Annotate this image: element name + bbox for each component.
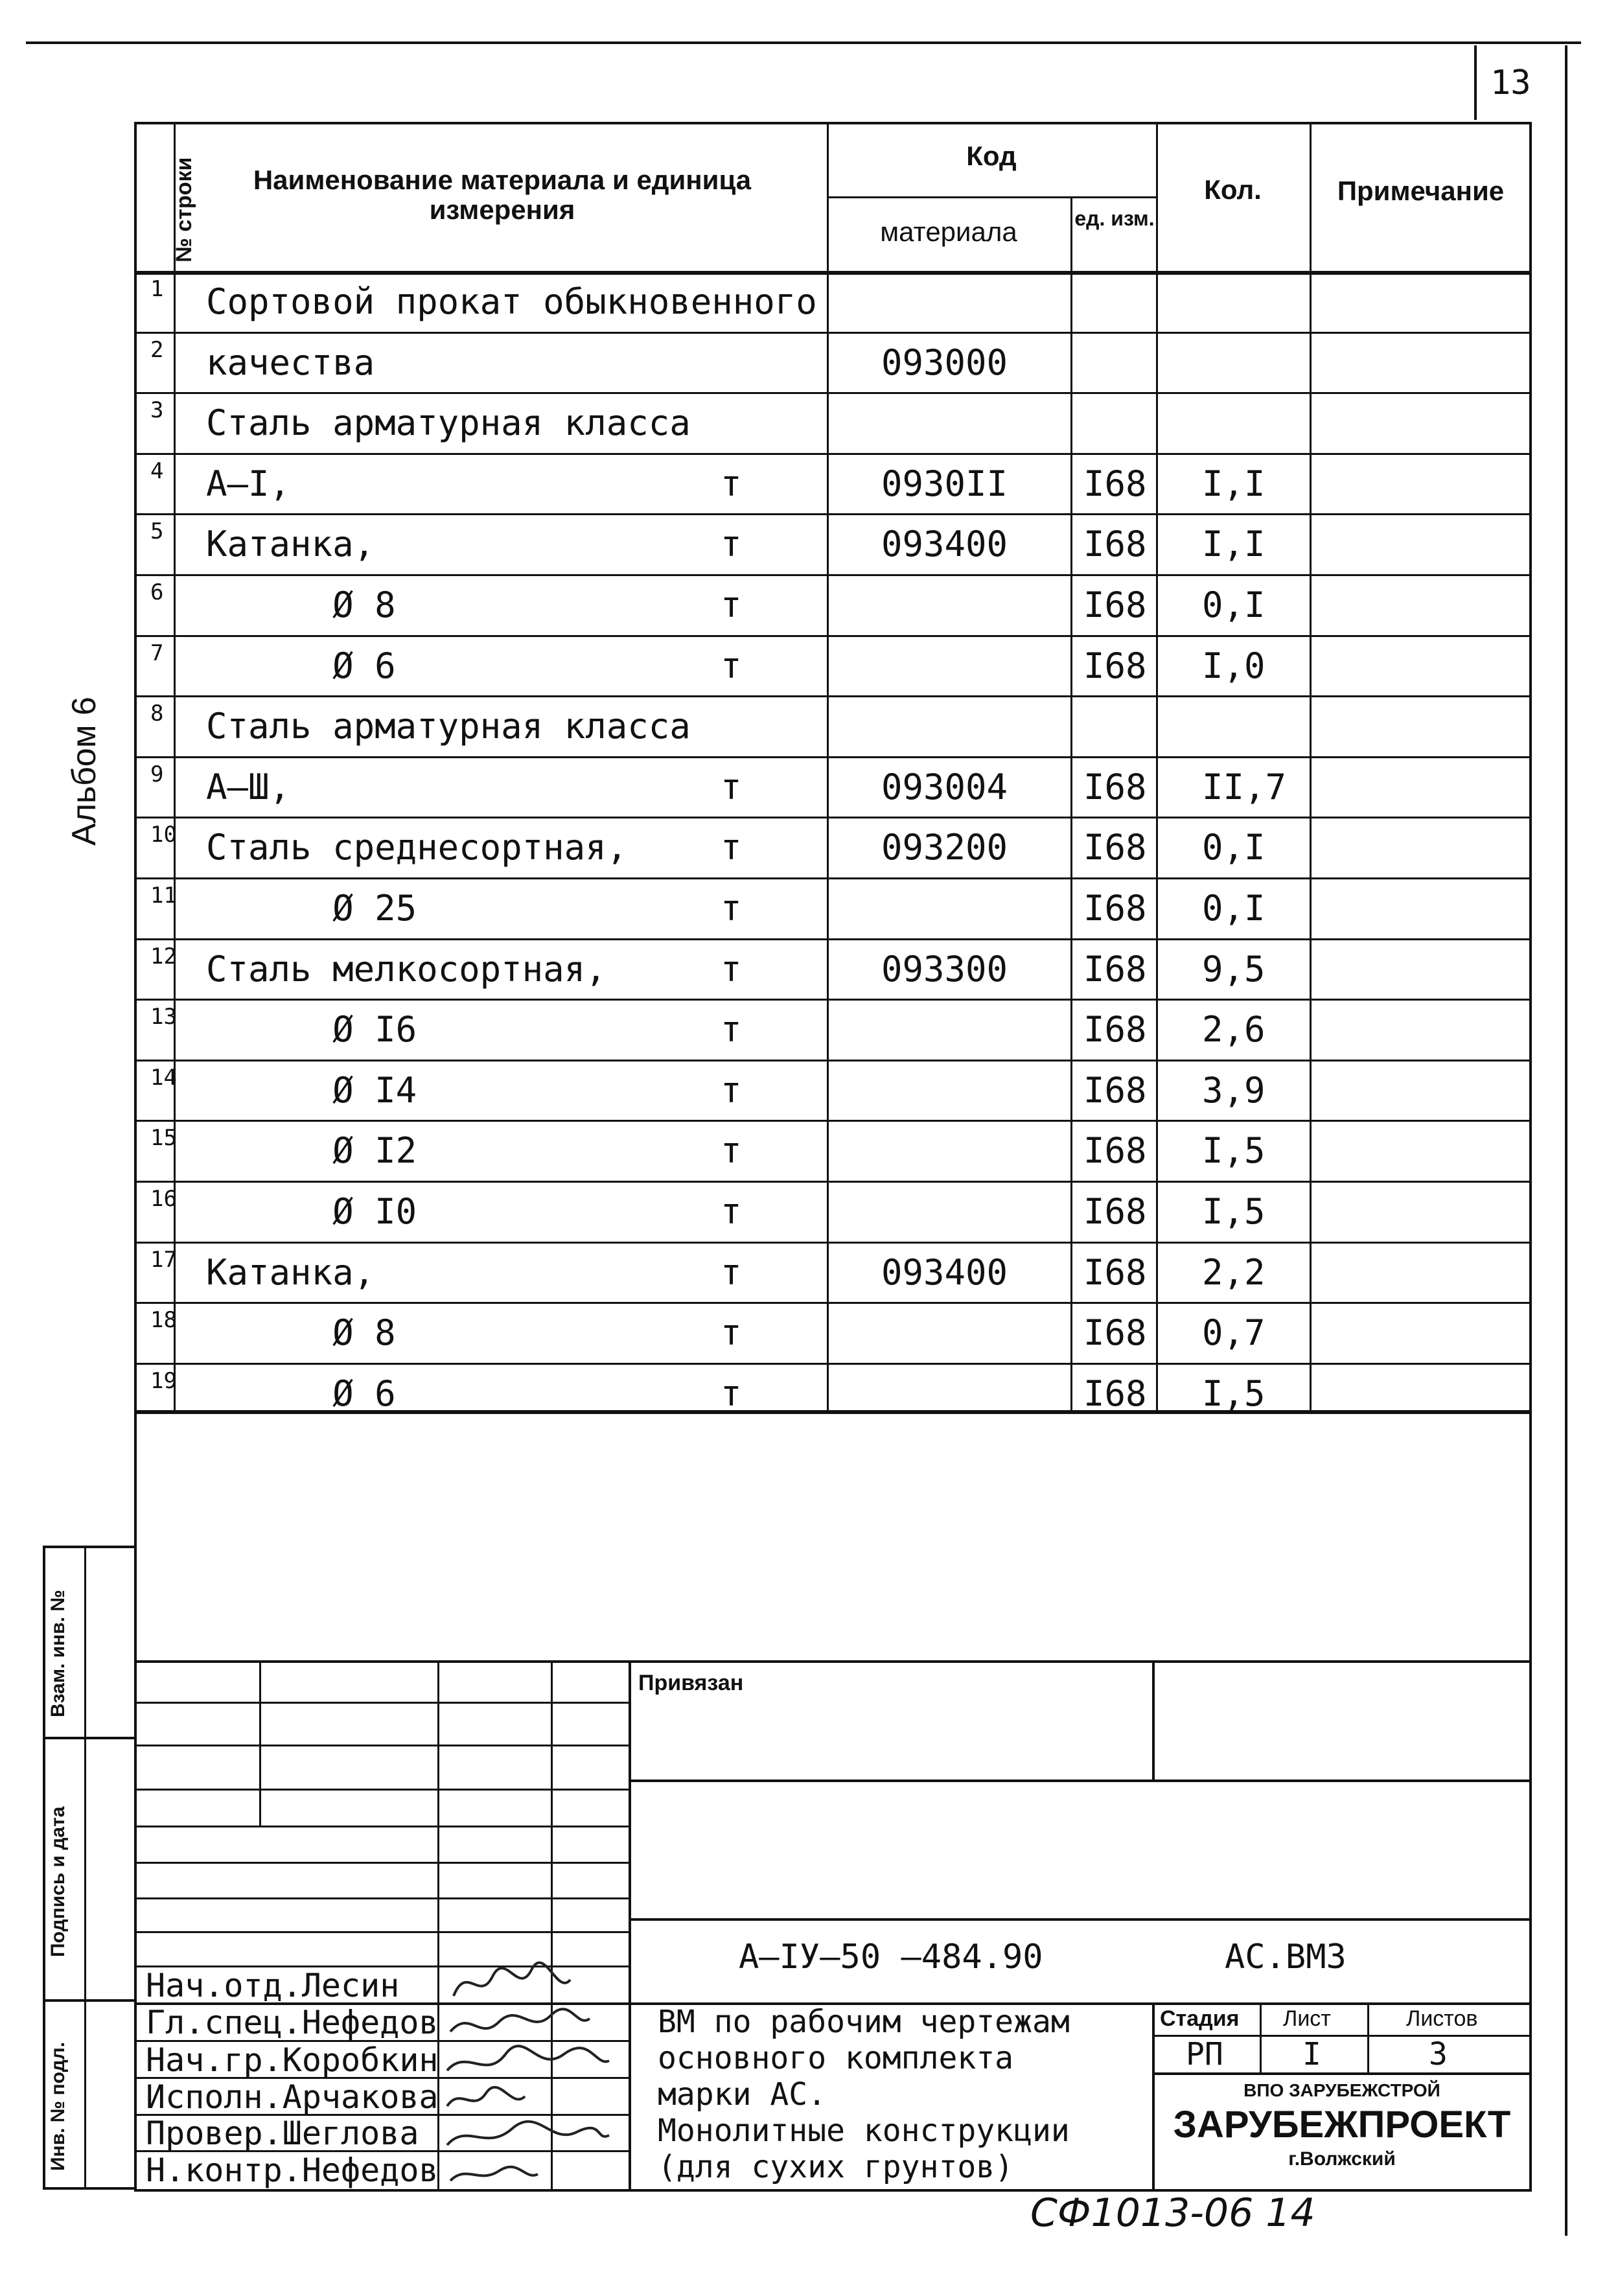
row-name: Ø I4 [206, 1070, 417, 1111]
row-unit: т [721, 1191, 742, 1232]
col-name-divider [827, 122, 829, 1410]
right-rule [1565, 45, 1567, 2236]
tb-grid-h6 [134, 1897, 629, 1899]
row-divider [134, 332, 1532, 334]
stage-value: РП [1186, 2036, 1223, 2072]
row-name: Ø 8 [206, 1312, 396, 1353]
table-left-border [134, 122, 137, 2189]
header-qty: Кол. [1204, 174, 1262, 205]
page-number: 13 [1490, 64, 1531, 102]
row-divider [134, 1060, 1532, 1061]
tb-grid-h3 [134, 1789, 629, 1791]
row-number: 6 [150, 579, 164, 605]
row-code: 093300 [881, 949, 1008, 990]
album-label: Альбом 6 [65, 697, 103, 846]
side-stamp-vzam: Взам. инв. № [47, 1590, 69, 1717]
top-rule [26, 41, 1581, 44]
row-unit-code: I68 [1083, 1070, 1147, 1111]
row-unit: т [721, 524, 742, 564]
org-top: ВПО ЗАРУБЕЖСТРОЙ [1243, 2080, 1440, 2100]
tb-grid-h2 [134, 1745, 629, 1746]
row-unit: т [721, 767, 742, 807]
row-name: Катанка, [206, 524, 375, 564]
row-qty: 9,5 [1202, 949, 1266, 990]
row-number: 9 [150, 761, 164, 787]
row-divider [134, 453, 1532, 455]
tb-stage-col-2 [1367, 2002, 1369, 2072]
side-stamp-mid [84, 1546, 86, 2187]
col-rownum-divider [174, 122, 176, 1410]
tb-bottom [134, 2189, 1532, 2192]
row-number: 7 [150, 640, 164, 666]
tb-stage-col-1 [1260, 2002, 1262, 2072]
row-unit: т [721, 463, 742, 504]
row-unit-code: I68 [1083, 767, 1147, 807]
org-main: ЗАРУБЕЖПРОЕКТ [1173, 2104, 1511, 2146]
description-line-2: основного комплекта [658, 2040, 1014, 2076]
stage-label: Стадия [1160, 2006, 1240, 2031]
row-number: 19 [150, 1368, 177, 1394]
staff-2: Гл.спец.Нефедов [146, 2004, 439, 2041]
header-top [134, 122, 1532, 124]
side-stamp-split-2 [43, 1999, 134, 2002]
row-qty: 0,7 [1202, 1312, 1266, 1353]
row-unit: т [721, 827, 742, 868]
row-unit-code: I68 [1083, 827, 1147, 868]
row-number: 12 [150, 944, 177, 969]
row-name: качества [206, 342, 375, 383]
row-name: Сталь мелкосортная, [206, 949, 607, 990]
row-unit-code: I68 [1083, 1252, 1147, 1293]
row-unit-code: I68 [1083, 1312, 1147, 1353]
tb-grid-h5 [134, 1862, 629, 1864]
row-divider [134, 513, 1532, 515]
row-code: 0930II [881, 463, 1008, 504]
privyazan-label: Привязан [638, 1671, 744, 1695]
row-divider [134, 938, 1532, 940]
row-unit-code: I68 [1083, 1009, 1147, 1050]
row-code: 093200 [881, 827, 1008, 868]
tb-top [134, 1660, 1532, 1663]
row-name: Ø I2 [206, 1130, 417, 1171]
doc-code: А–IУ–50 –484.90 [739, 1938, 1043, 1977]
row-name: Ø 6 [206, 645, 396, 686]
header-code-unit: ед. изм. [1074, 207, 1155, 230]
staff-1: Нач.отд.Лесин [146, 1967, 400, 2004]
tb-main-divider [629, 1660, 631, 2189]
row-unit-code: I68 [1083, 463, 1147, 504]
row-unit: т [721, 1312, 742, 1353]
row-qty: II,7 [1202, 767, 1287, 807]
row-number: 11 [150, 883, 177, 909]
row-unit: т [721, 1252, 742, 1293]
row-divider [134, 756, 1532, 758]
description [658, 2004, 1070, 2185]
row-qty: I,5 [1202, 1191, 1266, 1232]
row-number: 4 [150, 458, 164, 484]
tb-stage-values-bottom [1152, 2072, 1532, 2075]
row-number: 2 [150, 337, 164, 363]
row-divider [134, 1302, 1532, 1304]
col-unit-divider [1156, 122, 1158, 1410]
row-name: Ø 8 [206, 585, 396, 625]
row-unit: т [721, 1130, 742, 1171]
page-number-box-divider [1474, 45, 1477, 120]
row-name: Сталь среднесортная, [206, 827, 628, 868]
row-unit-code: I68 [1083, 524, 1147, 564]
org-city: г.Волжский [1288, 2148, 1396, 2170]
row-name: А–Ш, [206, 767, 291, 807]
row-divider [134, 999, 1532, 1001]
footer-handwritten: СФ1013-06 14 [1030, 2190, 1315, 2236]
row-number: 8 [150, 701, 164, 726]
tb-staff-col-1 [259, 1660, 261, 1826]
row-unit: т [721, 645, 742, 686]
row-name: Сталь арматурная класса [206, 402, 691, 443]
row-name: Сортовой прокат обыкновенного [206, 281, 817, 322]
sheet-label: Лист [1283, 2006, 1331, 2031]
staff-3: Нач.гр.Коробкин [146, 2041, 439, 2079]
row-divider [134, 817, 1532, 818]
sheets-value: 3 [1429, 2036, 1448, 2072]
header-row-no: № строки [172, 157, 196, 262]
sheets-label: Листов [1406, 2006, 1478, 2031]
row-unit-code: I68 [1083, 949, 1147, 990]
side-stamp-podpis: Подпись и дата [47, 1806, 69, 1957]
row-divider [134, 1181, 1532, 1183]
signatures-image [441, 1957, 622, 2190]
side-stamp-inv: Инв. № подл. [47, 2041, 69, 2171]
row-qty: I,5 [1202, 1373, 1266, 1414]
row-unit: т [721, 888, 742, 929]
row-divider [134, 877, 1532, 879]
row-name: Ø I6 [206, 1009, 417, 1050]
row-number: 17 [150, 1247, 177, 1273]
row-name: Катанка, [206, 1252, 375, 1293]
header-code-material: материала [880, 216, 1017, 247]
tb-code-top [629, 1918, 1532, 1921]
staff-4: Исполн.Арчакова [146, 2078, 439, 2116]
side-stamp-left [43, 1546, 45, 2187]
col-qty-divider [1310, 122, 1312, 1410]
row-divider [134, 1242, 1532, 1244]
row-divider [134, 695, 1532, 697]
table-right-border [1529, 122, 1532, 2189]
row-name: Ø 25 [206, 888, 417, 929]
row-number: 15 [150, 1125, 177, 1151]
header-name: Наименование материала и единица измерения [253, 165, 752, 226]
staff-5: Провер.Шеглова [146, 2115, 419, 2152]
tb-privyazan-divider [1152, 1660, 1155, 1780]
side-stamp-bottom [43, 2187, 134, 2190]
row-unit-code: I68 [1083, 645, 1147, 686]
row-divider [134, 635, 1532, 637]
row-number: 10 [150, 822, 177, 848]
row-divider [134, 1120, 1532, 1122]
row-name: Сталь арматурная класса [206, 706, 691, 747]
tb-grid-h1 [134, 1702, 629, 1704]
table-body-bottom [134, 1410, 1532, 1414]
description-line-4: Монолитные конструкции [658, 2113, 1070, 2149]
row-qty: I,I [1202, 524, 1266, 564]
row-code: 093400 [881, 524, 1008, 564]
row-unit: т [721, 1009, 742, 1050]
row-code: 093000 [881, 342, 1008, 383]
row-name: Ø I0 [206, 1191, 417, 1232]
tb-grid-h7 [134, 1931, 629, 1933]
row-number: 16 [150, 1186, 177, 1212]
row-divider [134, 392, 1532, 394]
row-unit: т [721, 949, 742, 990]
row-qty: I,5 [1202, 1130, 1266, 1171]
tb-grid-h4 [134, 1826, 629, 1827]
staff-6: Н.контр.Нефедов [146, 2151, 439, 2189]
row-divider [134, 1363, 1532, 1365]
row-number: 1 [150, 276, 164, 302]
row-unit: т [721, 1070, 742, 1111]
row-qty: 2,6 [1202, 1009, 1266, 1050]
tb-privyazan-bottom [629, 1780, 1532, 1782]
row-number: 13 [150, 1004, 177, 1030]
row-qty: 0,I [1202, 585, 1266, 625]
row-qty: 2,2 [1202, 1252, 1266, 1293]
description-line-1: ВМ по рабочим чертежам [658, 2004, 1070, 2040]
row-unit: т [721, 1373, 742, 1414]
row-name: Ø 6 [206, 1373, 396, 1414]
row-unit-code: I68 [1083, 585, 1147, 625]
description-line-5: (для сухих грунтов) [658, 2149, 1014, 2185]
row-qty: 0,I [1202, 888, 1266, 929]
row-qty: I,0 [1202, 645, 1266, 686]
row-number: 18 [150, 1307, 177, 1333]
row-qty: 3,9 [1202, 1070, 1266, 1111]
row-qty: 0,I [1202, 827, 1266, 868]
row-code: 093004 [881, 767, 1008, 807]
sheet-value: I [1302, 2036, 1321, 2072]
header-code-split [827, 196, 1156, 198]
row-unit-code: I68 [1083, 1191, 1147, 1232]
row-number: 5 [150, 518, 164, 544]
header-code: Код [966, 141, 1017, 171]
row-unit-code: I68 [1083, 1130, 1147, 1171]
row-unit-code: I68 [1083, 888, 1147, 929]
header-bottom [134, 271, 1532, 275]
row-divider [134, 574, 1532, 576]
row-code: 093400 [881, 1252, 1008, 1293]
row-qty: I,I [1202, 463, 1266, 504]
row-name: А–I, [206, 463, 291, 504]
row-number: 14 [150, 1065, 177, 1091]
doc-mark: АС.ВМЗ [1225, 1938, 1347, 1977]
col-code-divider [1070, 196, 1072, 1410]
description-line-3: марки АС. [658, 2076, 827, 2113]
row-number: 3 [150, 397, 164, 423]
side-stamp-split-1 [43, 1737, 134, 1739]
row-unit-code: I68 [1083, 1373, 1147, 1414]
side-stamp-top [43, 1546, 134, 1548]
header-note: Примечание [1337, 176, 1505, 206]
row-unit: т [721, 585, 742, 625]
